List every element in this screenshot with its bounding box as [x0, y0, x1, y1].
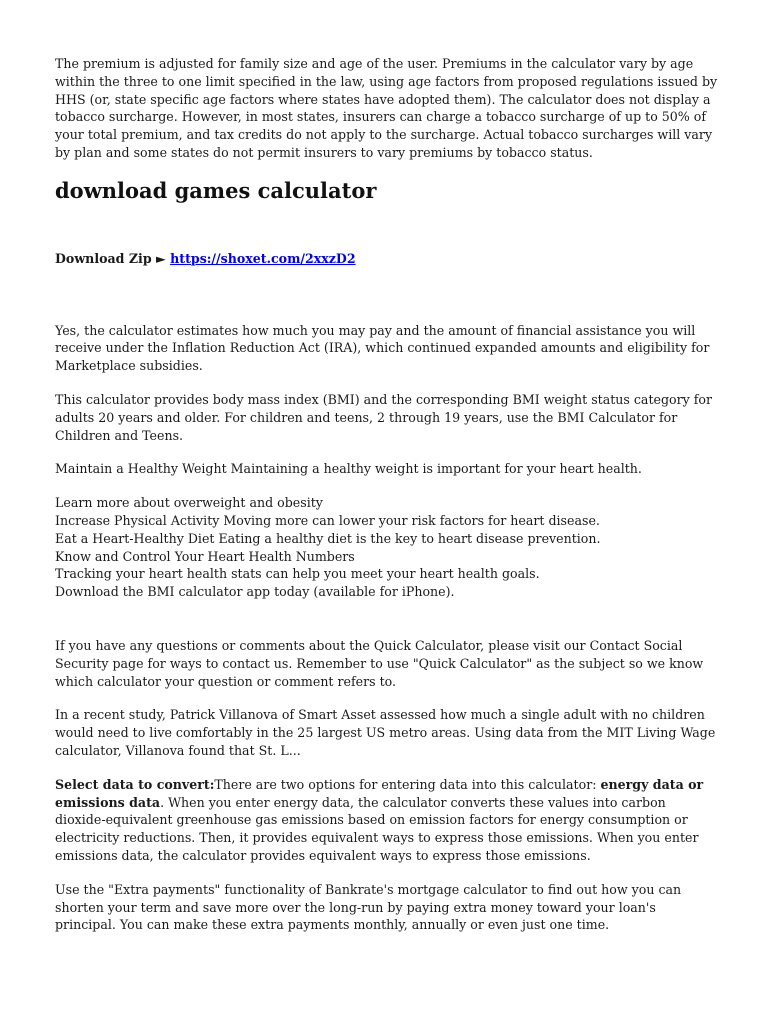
- download-label: Download Zip ►: [55, 250, 171, 266]
- download-link[interactable]: https://shoxet.com/2xxzD2: [170, 250, 356, 266]
- paragraph-select-data: [55, 776, 720, 865]
- paragraph-study: In a recent study, Patrick Villanova of Smart Asset assessed how much a single adult with no children would need to live comfortably in the 25 largest US metro areas. Using data from the MIT Living Wage calculator, Villanova found that St. L...: [55, 707, 716, 758]
- paragraph-ira: Yes, the calculator estimates how much you may pay and the amount of financial assistance you will receive under the Inflation Reduction Act (IRA), which continued expanded amounts and eligibility for Marketplace subsidies.: [55, 322, 710, 374]
- paragraph-extra-payments: Use the "Extra payments" functionality of Bankrate's mortgage calculator to find out how you can shorten your term and save more over the long-run by paying extra money toward your loan's principal. You can make these extra payments monthly, annually or even just one time.: [55, 881, 682, 933]
- page-title: download games calculator: [55, 177, 377, 203]
- list-item: Eat a Heart-Healthy Diet Eating a healthy diet is the key to heart disease prevention.: [55, 530, 601, 546]
- list-item: Learn more about overweight and obesity: [55, 495, 323, 511]
- bold-lead: Select data to convert:: [55, 776, 215, 792]
- list-item: Know and Control Your Heart Health Numbers: [55, 548, 355, 564]
- list-item: Tracking your heart health stats can help you meet your heart health goals.: [55, 566, 540, 582]
- intro-paragraph: The premium is adjusted for family size and age of the user. Premiums in the calculator vary by age within the three to one limit specified in the law, using age factors from proposed regulations issued by HHS (or, state specific age factors where states have adopted them). The calculator does not display a tobacco surcharge. However, in most states, insurers can charge a tobacco surcharge of up to 50% of your total premium, and tax credits do not apply to the surcharge. Actual tobacco surcharges will vary by plan and some states do not permit insurers to vary premiums by tobacco status.: [55, 56, 718, 160]
- bold-mid: energy data or emissions data: [55, 776, 704, 810]
- text-segment: . When you enter energy data, the calculator converts these values into carbon dioxide-equivalent greenhouse gas emissions based on emission factors for energy consumption or electricity reductions. Then, it provides equivalent ways to express those emissions. When you enter emissions data, the calculator provides equivalent ways to express those emissions.: [55, 794, 699, 863]
- text-segment: There are two options for entering data into this calculator:: [214, 776, 601, 792]
- document-page: [55, 55, 720, 950]
- list-item: Download the BMI calculator app today (available for iPhone).: [55, 584, 455, 600]
- paragraph-healthy-weight: Maintain a Healthy Weight Maintaining a healthy weight is important for your heart health.: [55, 461, 642, 477]
- paragraph-quick-calculator: If you have any questions or comments about the Quick Calculator, please visit our Contact Social Security page for ways to contact us. Remember to use "Quick Calculator" as the subject so we know which calculator your question or comment refers to.: [55, 637, 704, 689]
- download-line: [55, 250, 720, 268]
- list-item: Increase Physical Activity Moving more can lower your risk factors for heart disease.: [55, 512, 600, 528]
- spacer: [55, 268, 720, 322]
- heart-health-list: [55, 494, 720, 601]
- paragraph-bmi: This calculator provides body mass index (BMI) and the corresponding BMI weight status category for adults 20 years and older. For children and teens, 2 through 19 years, use the BMI Calculator for Children and Teens.: [55, 391, 713, 443]
